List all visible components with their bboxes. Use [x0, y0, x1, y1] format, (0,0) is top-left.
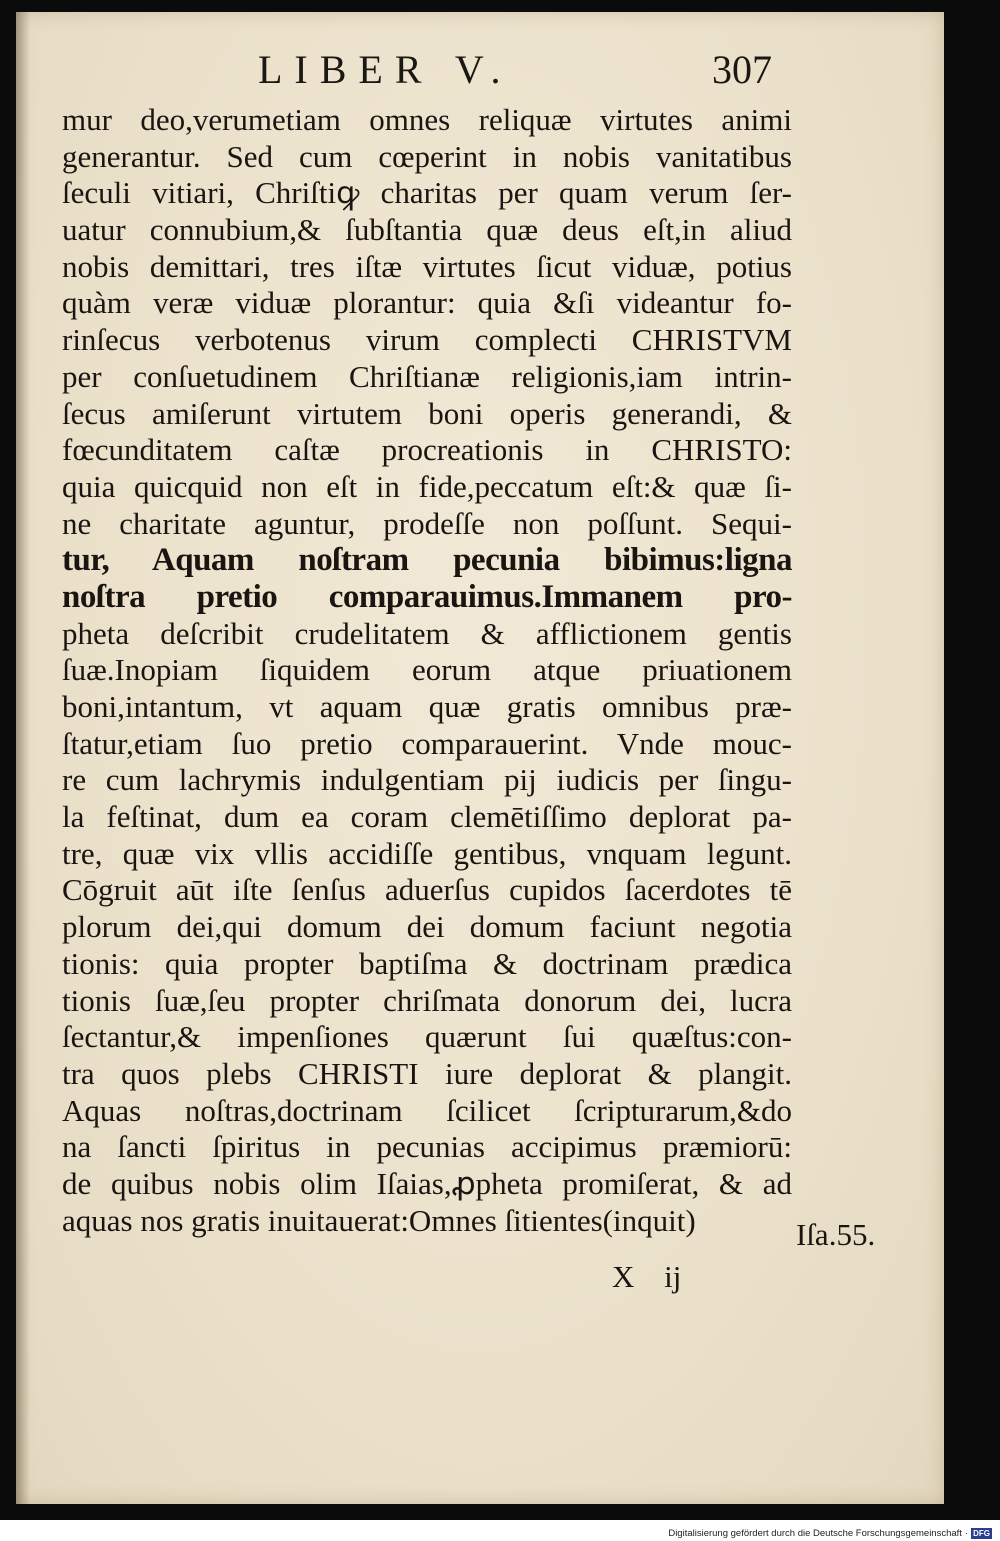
text-line: na ſancti ſpiritus in pecunias accipimus præmiorū: — [62, 1129, 792, 1165]
digitization-credit: Digitalisierung gefördert durch die Deutsche Forschungsgemeinschaft · DFG — [668, 1527, 990, 1539]
text-line: ſeculi vitiari, Chriſtiꝙ charitas per quam verum ſer- — [62, 175, 792, 211]
scripture-quote-line: tur, Aquam noſtram pecunia bibimus:ligna — [62, 542, 792, 579]
page-number: 307 — [712, 47, 772, 92]
credit-text: Digitalisierung gefördert durch die Deutsche Forschungsgemeinschaft — [668, 1527, 962, 1539]
margin-note: Iſa.55. — [796, 1217, 876, 1252]
text-line: boni,intantum, vt aquam quæ gratis omnibus præ- — [62, 689, 792, 724]
text-line: pheta deſcribit crudelitatem & afflictionem gentis — [62, 615, 792, 651]
text-line: nobis demittari, tres iſtæ virtutes ſicut viduæ, potius — [62, 248, 792, 284]
text-line: fœcunditatem caſtæ procreationis in CHRISTO: — [62, 432, 792, 468]
text-line: Aquas noſtras,doctrinam ſcilicet ſcripturarum,&do — [62, 1092, 792, 1128]
text-line: aquas nos gratis inuitauerat:Omnes ſitientes(inquit) — [62, 1202, 696, 1238]
text-line: la feſtinat, dum ea coram clemētiſſimo deplorat pa- — [62, 799, 792, 835]
text-line: tionis: quia propter baptiſma & doctrinam prædica — [62, 945, 792, 981]
running-head — [0, 46, 1000, 96]
running-head-title: LIBER V. — [258, 47, 513, 92]
scripture-quote-line: noſtra pretio comparauimus.Immanem pro- — [62, 578, 792, 615]
text-line: generantur. Sed cum cœperint in nobis vanitatibus — [62, 138, 792, 174]
text-line: tionis ſuæ,ſeu propter chriſmata donorum dei, lucra — [62, 982, 792, 1018]
text-line: per conſuetudinem Chriſtianæ religionis,iam intrin- — [62, 358, 792, 394]
text-line: tre, quæ vix vllis accidiſſe gentibus, vnquam legunt. — [62, 835, 792, 871]
text-line: ſecus amiſerunt virtutem boni operis generandi, & — [62, 395, 792, 431]
text-line: mur deo,verumetiam omnes reliquæ virtutes animi — [62, 102, 792, 137]
text-line: ſtatur,etiam ſuo pretio comparauerint. Vnde mouc- — [62, 725, 792, 761]
text-line: de quibus nobis olim Iſaias,ꝓpheta promiſerat, & ad — [62, 1165, 792, 1201]
text-line: re cum lachrymis indulgentiam pij iudicis per ſingu- — [62, 762, 792, 798]
text-line: rinſecus verbotenus virum complecti CHRISTVM — [62, 322, 792, 358]
signature-mark: X ij — [612, 1259, 682, 1294]
text-line: quàm veræ viduæ plorantur: quia &ſi videantur fo- — [62, 285, 792, 321]
text-line: quia quicquid non eſt in fide,peccatum eſt:& quæ ſi- — [62, 468, 792, 504]
body-text — [62, 102, 792, 1239]
dfg-logo: DFG — [973, 1528, 990, 1538]
text-line: ſuæ.Inopiam ſiquidem eorum atque priuationem — [62, 652, 792, 688]
text-line: ſectantur,& impenſiones quærunt ſui quæſtus:con- — [62, 1019, 792, 1055]
text-line: Cōgruit aūt iſte ſenſus aduerſus cupidos ſacerdotes tē — [62, 872, 792, 908]
page-gutter-shadow — [16, 12, 30, 1504]
text-line: ne charitate aguntur, prodeſſe non poſſunt. Sequi- — [62, 505, 792, 541]
text-line: tra quos plebs CHRISTI iure deplorat & plangit. — [62, 1055, 792, 1091]
text-line: plorum dei,qui domum dei domum faciunt negotia — [62, 909, 792, 945]
text-line: uatur connubium,& ſubſtantia quæ deus eſt,in aliud — [62, 212, 792, 248]
